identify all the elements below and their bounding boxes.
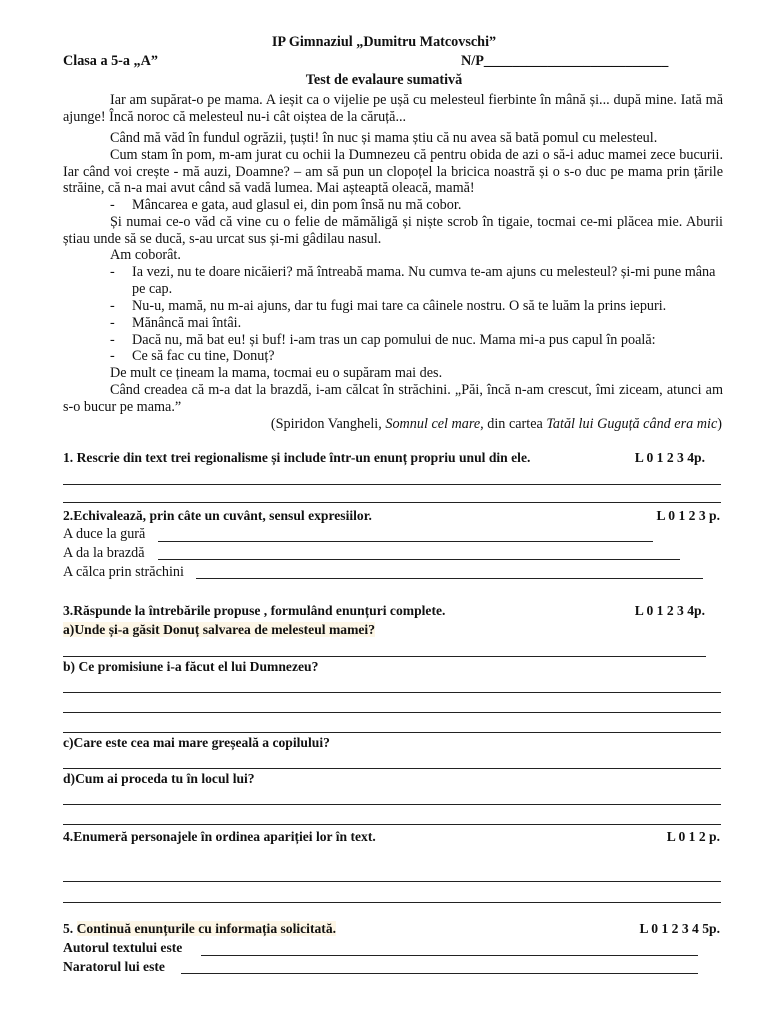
question-4: 4.Enumeră personajele în ordinea apariției lor în text. — [63, 829, 376, 844]
question-4-score: L 0 1 2 p. — [666, 829, 720, 844]
text-paragraph: Când mă văd în fundul ogrăzii, țuști! în nuc și mama știu că nu avea să bată pomul cu melesteul. — [110, 130, 658, 146]
dialogue-text: Mănâncă mai întâi. — [132, 315, 242, 331]
question-3c: c)Care este cea mai mare greșeală a copilului? — [63, 735, 330, 750]
dialogue-text: Ia vezi, nu te doare nicăieri? mă întreabă mama. Nu cumva te-am ajuns cu melesteul? și-mi pune mâna pe cap. — [132, 264, 716, 297]
answer-line[interactable] — [181, 973, 698, 974]
dialogue-dash: - — [110, 348, 115, 364]
dialogue-dash: - — [110, 332, 115, 348]
source-close: ) — [717, 416, 722, 432]
answer-line[interactable] — [63, 881, 721, 882]
answer-line[interactable] — [63, 712, 721, 713]
expression-item: A călca prin străchini — [63, 564, 184, 580]
dialogue-text: Dacă nu, mă bat eu! și buf! i-am tras un cap pomului de nuc. Mama mi-a pus capul în poală: — [132, 332, 656, 348]
question-3b: b) Ce promisiune i-a făcut el lui Dumnezeu? — [63, 659, 319, 674]
answer-line[interactable] — [63, 502, 721, 503]
question-5-text: Continuă enunțurile cu informația solicitată. — [76, 921, 337, 936]
np-field[interactable]: N/P__________________________ — [461, 53, 669, 69]
source-from: , din cartea — [480, 416, 547, 432]
dialogue-line — [110, 348, 723, 365]
dialogue-dash: - — [110, 315, 115, 331]
question-1: 1. Rescrie din text trei regionalisme și include într-un enunț propriu unul din ele. — [63, 450, 531, 465]
text-paragraph: Am coborât. — [110, 247, 181, 263]
dialogue-dash: - — [110, 298, 115, 314]
expression-item: A da la brazdă — [63, 545, 145, 561]
question-3a-text: a)Unde și-a găsit Donuț salvarea de melesteul mamei? — [63, 622, 375, 637]
answer-line[interactable] — [201, 955, 698, 956]
dialogue-dash: - — [110, 197, 115, 213]
answer-line[interactable] — [158, 541, 653, 542]
question-5-number: 5. — [63, 921, 77, 936]
school-name: IP Gimnaziul „Dumitru Matcovschi” — [271, 34, 497, 50]
question-2-score: L 0 1 2 3 p. — [656, 508, 720, 523]
text-paragraph: De mult ce țineam la mama, tocmai eu o supăram mai des. — [110, 365, 443, 381]
text-source — [271, 416, 722, 432]
dialogue-line — [110, 264, 723, 298]
dialogue-line — [110, 298, 723, 315]
dialogue-line — [110, 332, 723, 349]
dialogue-dash: - — [110, 264, 115, 280]
dialogue-text: Ce să fac cu tine, Donuț? — [132, 348, 275, 364]
question-3a — [63, 622, 375, 638]
dialogue-text: Nu-u, mamă, nu m-ai ajuns, dar tu fugi mai tare ca câinele nostru. O să te luăm la prins iepuri. — [132, 298, 667, 314]
question-3: 3.Răspunde la întrebările propuse , formulând enunțuri complete. — [63, 603, 446, 618]
answer-line[interactable] — [63, 732, 721, 733]
dialogue-line — [110, 197, 723, 214]
answer-line[interactable] — [158, 559, 680, 560]
text-paragraph: Iar am supărat-o pe mama. A ieșit ca o vijelie pe ușă cu melesteul fierbinte în mână și... după mine. Iată mă ajunge! Încă noroc că melesteul nu-i cât oiștea de la căruță... — [63, 92, 723, 125]
answer-line[interactable] — [63, 692, 721, 693]
dialogue-line — [110, 315, 723, 332]
answer-line[interactable] — [63, 804, 721, 805]
answer-line[interactable] — [63, 824, 721, 825]
question-5-score: L 0 1 2 3 4 5p. — [639, 921, 720, 936]
test-title: Test de evalaure sumativă — [305, 72, 463, 88]
source-author: (Spiridon Vangheli, — [270, 416, 386, 432]
text-paragraph: Când creadea că m-a dat la brazdă, i-am călcat în străchini. „Păi, încă n-am crescut, îmi ziceam, atunci am s-o bucur pe mama.” — [63, 382, 723, 415]
expression-item: A duce la gură — [63, 526, 146, 542]
answer-line[interactable] — [63, 902, 721, 903]
completion-item: Naratorul lui este — [63, 959, 165, 974]
question-3-score: L 0 1 2 3 4p. — [634, 603, 705, 618]
question-2: 2.Echivalează, prin câte un cuvânt, sensul expresiilor. — [63, 508, 372, 523]
question-1-score: L 0 1 2 3 4p. — [634, 450, 705, 465]
class-label: Clasa a 5-a „A” — [63, 53, 158, 69]
answer-line[interactable] — [63, 656, 706, 657]
answer-line[interactable] — [63, 484, 721, 485]
source-title: Somnul cel mare — [385, 416, 481, 432]
question-5 — [63, 921, 336, 937]
question-3d: d)Cum ai proceda tu în locul lui? — [63, 771, 255, 786]
text-paragraph: Și numai ce-o văd că vine cu o felie de mămăligă și niște scrob în tigaie, tocmai ce-mi plăcea mie. Aburii știau unde să se ducă, s-au urcat sus și-mi gâdilau nasul. — [63, 214, 723, 247]
dialogue-text: Mâncarea e gata, aud glasul ei, din pom însă nu mă cobor. — [132, 197, 462, 213]
completion-item: Autorul textului este — [63, 940, 183, 955]
answer-line[interactable] — [63, 768, 721, 769]
answer-line[interactable] — [196, 578, 703, 579]
text-paragraph: Cum stam în pom, m-am jurat cu ochii la Dumnezeu că pentru obida de azi o să-i aduc mamei zece bucurii. Iar când voi crește - mă auzi, Doamne? – am să pun un clopoțel la bricica noastră și o s-o duc pe mama prin țările străine, că n-a mai avut când să vadă lumea. Mai așteaptă oleacă, mamă! — [63, 147, 723, 197]
source-book: Tatăl lui Guguță când era mic — [546, 416, 718, 432]
